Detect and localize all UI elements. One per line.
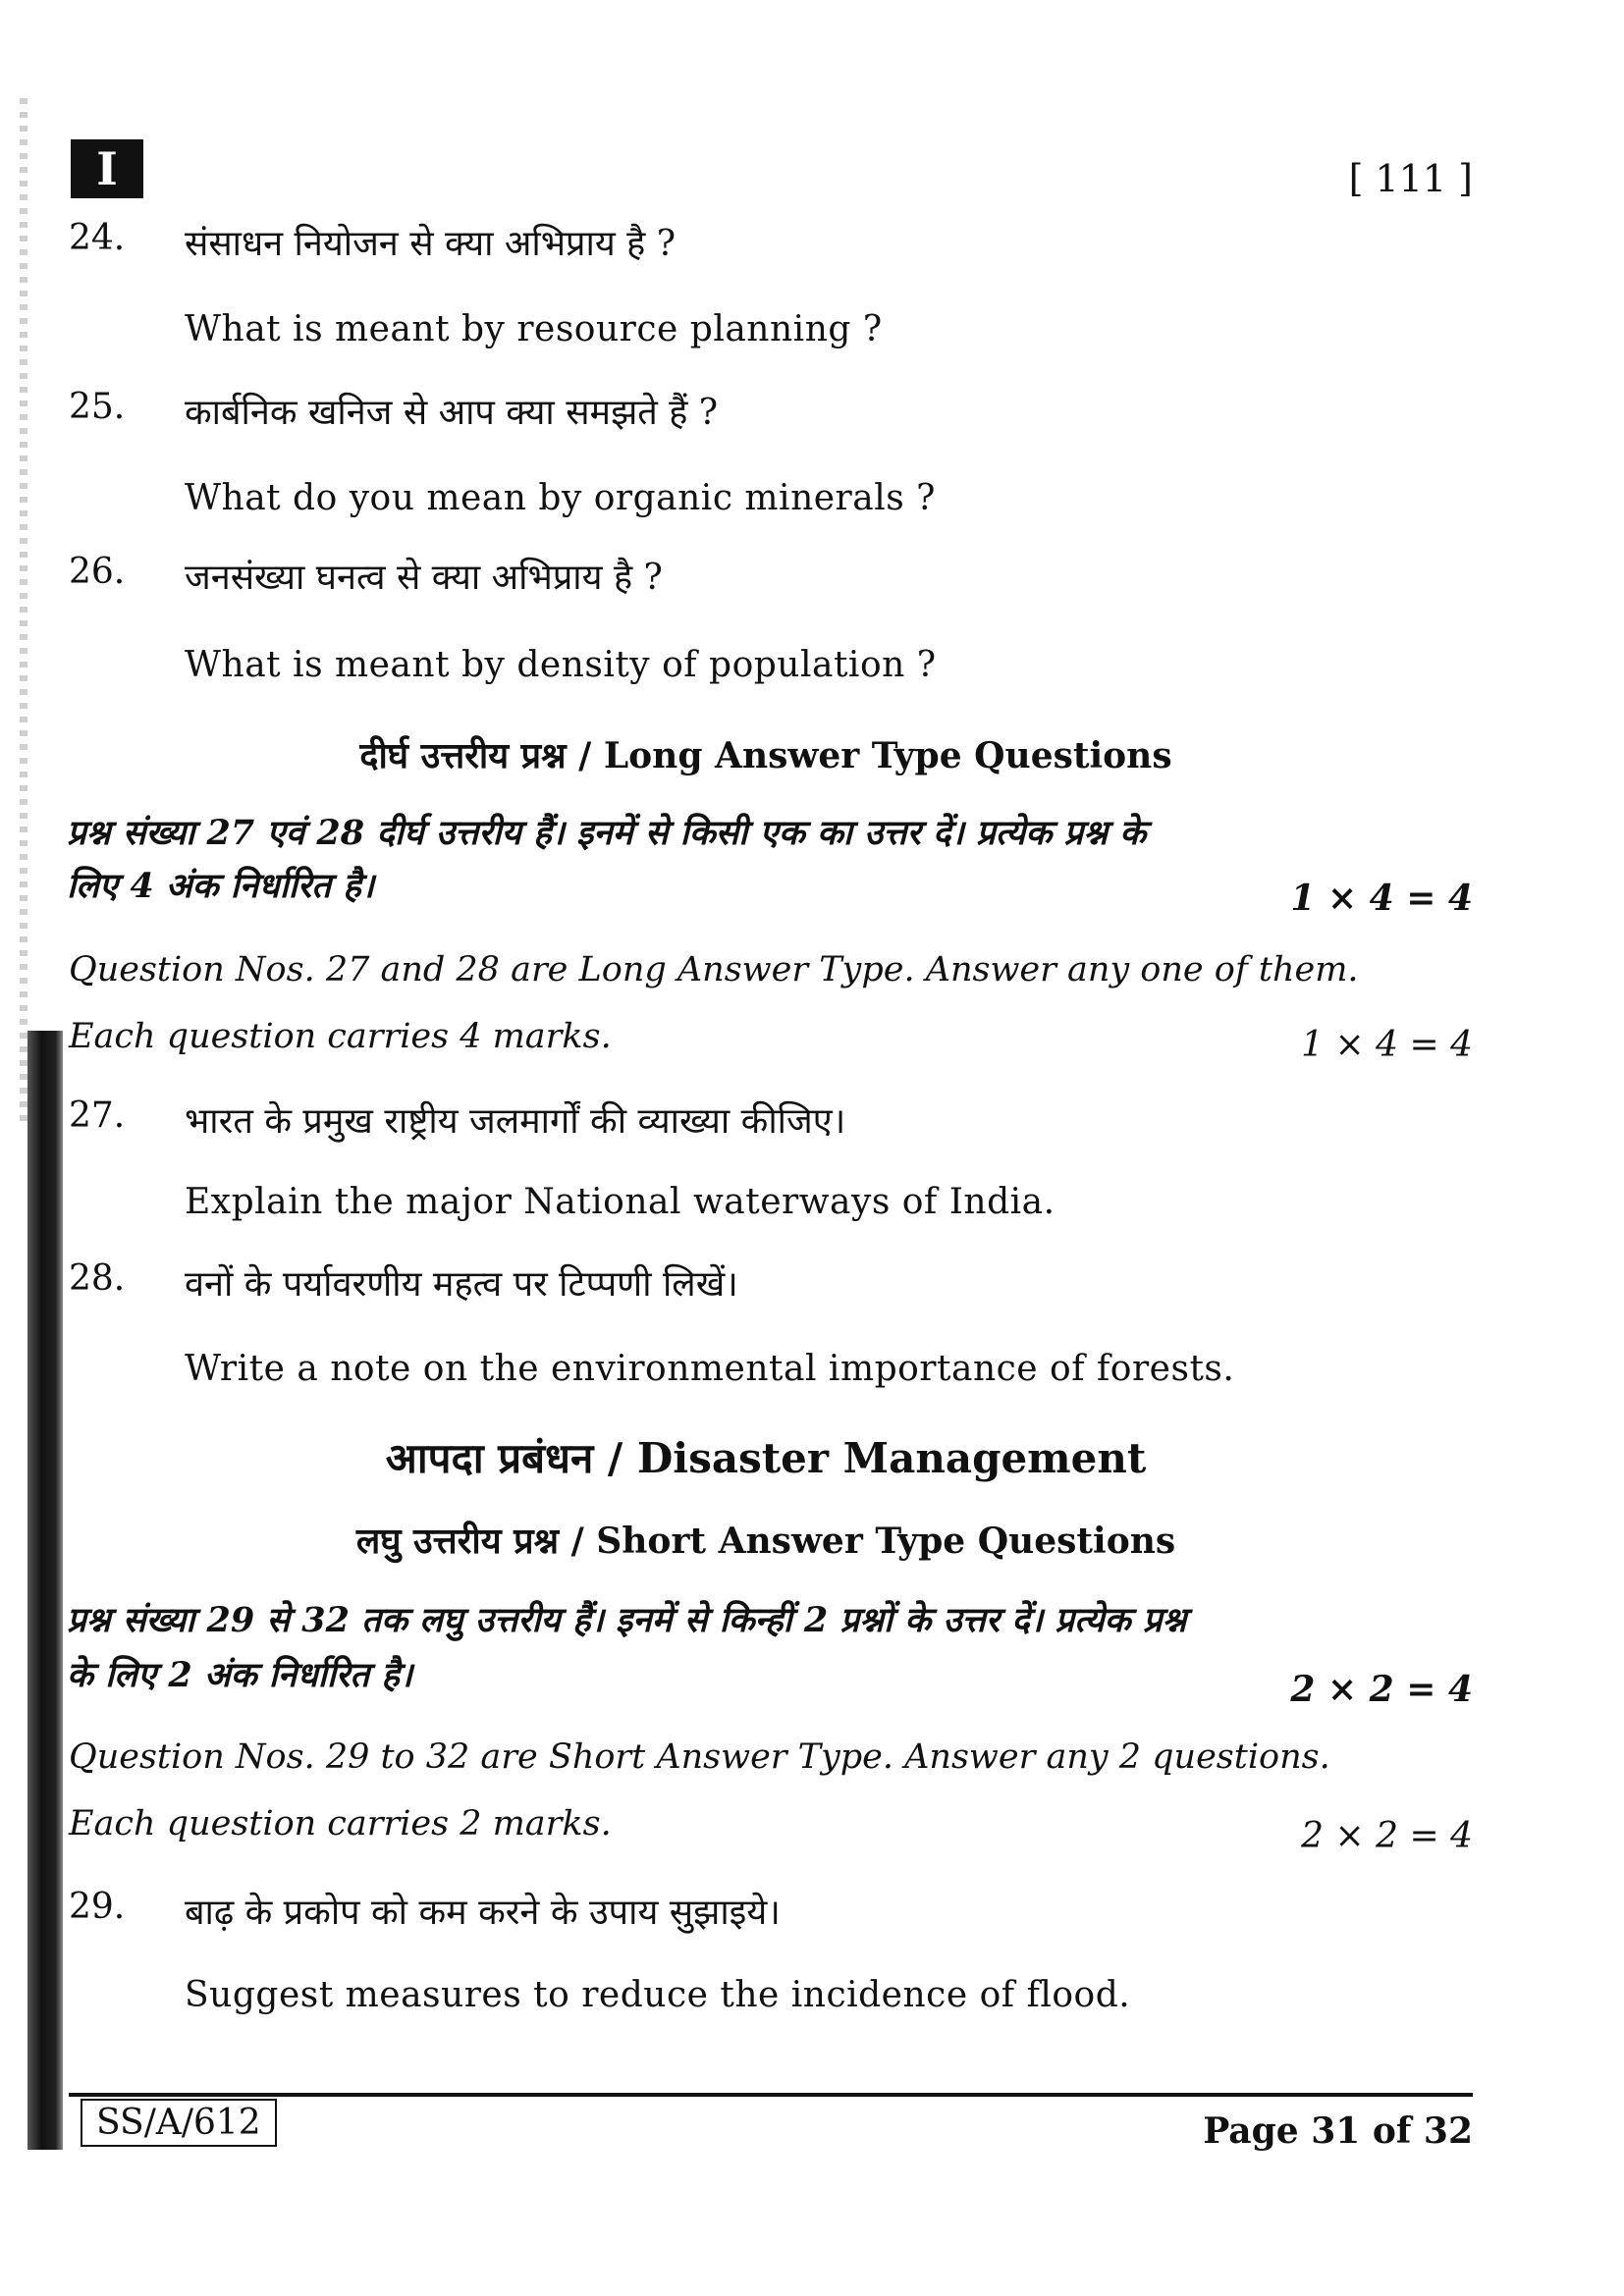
question-hindi: कार्बनिक खनिज से आप क्या समझते हैं ? [185, 393, 719, 433]
footer-divider [69, 2093, 1473, 2097]
scan-binding-shadow [27, 1031, 63, 2150]
instruction-hindi: लिए 4 अंक निर्धारित है। [67, 866, 375, 906]
question-number: 29. [69, 1887, 126, 1927]
marks-english: 1 × 4 = 4 [1301, 1025, 1473, 1065]
footer-paper-code: SS/A/612 [81, 2099, 277, 2147]
instruction-hindi: प्रश्न संख्या 27 एवं 28 दीर्घ उत्तरीय हैं। इनमें से किसी एक का उत्तर दें। प्रत्येक प्रश्न के [67, 813, 1147, 853]
question-number: 25. [69, 387, 126, 427]
marks-hindi: 1 × 4 = 4 [1290, 878, 1473, 919]
marks-hindi: 2 × 2 = 4 [1290, 1669, 1473, 1710]
question-hindi: वनों के पर्यावरणीय महत्व पर टिप्पणी लिखें। [185, 1264, 738, 1305]
question-english: Explain the major National waterways of India. [185, 1182, 1056, 1222]
marks-english: 2 × 2 = 4 [1301, 1816, 1473, 1856]
section-heading-disaster-management: आपदा प्रबंधन / Disaster Management [385, 1434, 1147, 1482]
question-english: Suggest measures to reduce the incidence of flood. [185, 1975, 1131, 2015]
question-english: What is meant by density of population ? [185, 645, 937, 685]
instruction-english: Each question carries 2 marks. [69, 1804, 612, 1843]
question-english: What is meant by resource planning ? [185, 309, 883, 349]
instruction-hindi: प्रश्न संख्या 29 से 32 तक लघु उत्तरीय हैं। इनमें से किन्हीं 2 प्रश्नों के उत्तर दें। प्रत्येक प्रश्न [67, 1600, 1187, 1640]
paper-code: [ 111 ] [1348, 157, 1473, 200]
question-number: 27. [69, 1095, 126, 1136]
question-hindi: जनसंख्या घनत्व से क्या अभिप्राय है ? [185, 558, 663, 598]
question-number: 24. [69, 218, 126, 258]
subheading-short-answer: लघु उत्तरीय प्रश्न / Short Answer Type Questions [355, 1521, 1176, 1562]
question-english: Write a note on the environmental importance of forests. [185, 1349, 1235, 1389]
question-hindi: बाढ़ के प्रकोप को कम करने के उपाय सुझाइये। [185, 1893, 781, 1933]
question-number: 26. [69, 552, 126, 592]
section-heading-long-answer: दीर्घ उत्तरीय प्रश्न / Long Answer Type Questions [359, 735, 1172, 776]
question-hindi: संसाधन नियोजन से क्या अभिप्राय है ? [185, 224, 677, 264]
instruction-english: Question Nos. 27 and 28 are Long Answer Type. Answer any one of them. [69, 950, 1359, 989]
question-number: 28. [69, 1258, 126, 1299]
instruction-english: Question Nos. 29 to 32 are Short Answer Type. Answer any 2 questions. [69, 1737, 1330, 1777]
section-badge: I [71, 139, 143, 198]
page-number: Page 31 of 32 [1203, 2110, 1473, 2152]
instruction-hindi: के लिए 2 अंक निर्धारित है। [67, 1655, 413, 1695]
question-english: What do you mean by organic minerals ? [185, 478, 936, 518]
instruction-english: Each question carries 4 marks. [69, 1017, 612, 1056]
question-hindi: भारत के प्रमुख राष्ट्रीय जलमार्गों की व्याख्या कीजिए। [185, 1101, 846, 1142]
scan-edge-marks [20, 98, 27, 1129]
